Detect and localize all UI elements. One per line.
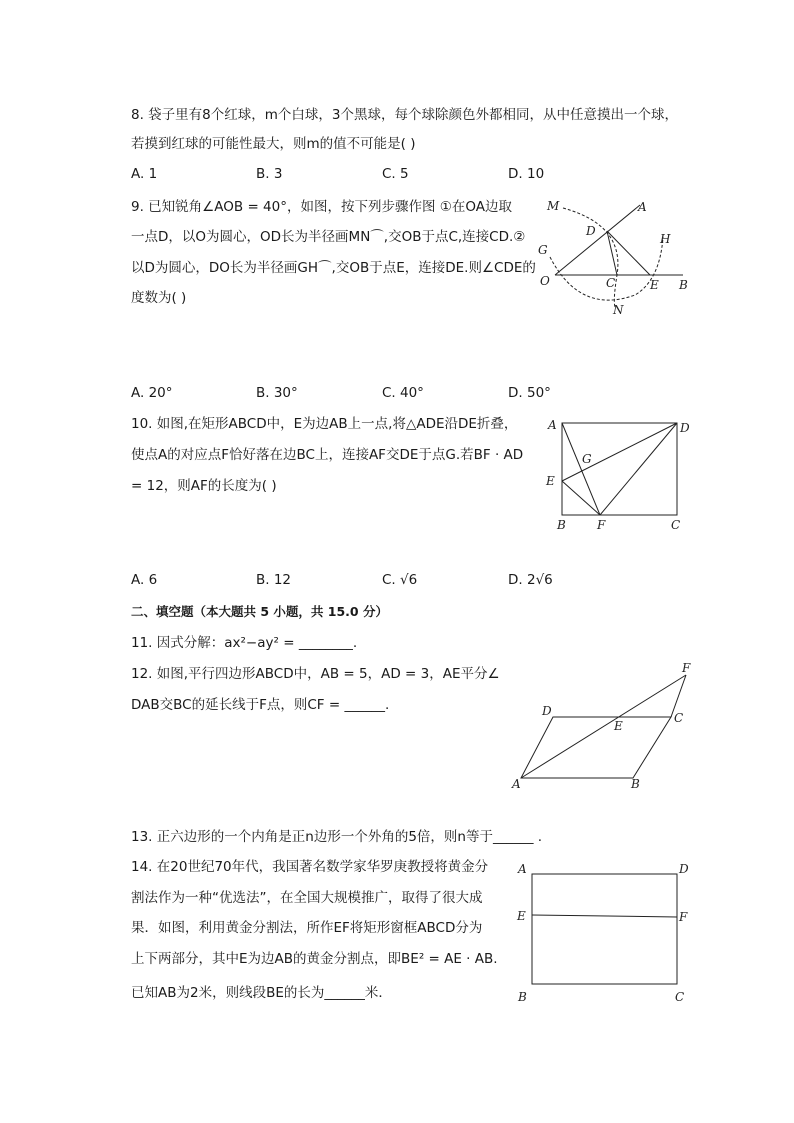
q9-option-c: C. 40° xyxy=(382,385,424,401)
q8-option-a: A. 1 xyxy=(131,166,158,182)
q14-label-d: D xyxy=(679,862,689,876)
q14-line2: 割法作为一种“优选法”，在全国大规模推广，取得了很大成 xyxy=(131,890,483,906)
q11-line1: 11. 因式分解：ax²−ay² = ________. xyxy=(131,635,358,651)
q12-figure xyxy=(508,660,698,795)
q10-option-a: A. 6 xyxy=(131,572,158,588)
q9-label-c: C xyxy=(606,276,616,290)
q10-line3: = 12，则AF的长度为( ) xyxy=(131,478,277,494)
q9-label-m: M xyxy=(547,199,560,213)
q10-label-b: B xyxy=(557,518,566,532)
q9-label-e: E xyxy=(650,278,659,292)
q9-figure xyxy=(535,195,695,320)
q10-option-c: C. √6 xyxy=(382,572,418,588)
q14-figure xyxy=(512,858,697,1006)
q12-label-e: E xyxy=(614,719,623,733)
q9-label-n: N xyxy=(613,303,624,317)
q12-parallelogram-abcd xyxy=(521,717,671,778)
q10-label-f: F xyxy=(597,518,606,532)
q10-line2: 使点A的对应点F恰好落在边BC上，连接AF交DE于点G.若BF · AD xyxy=(131,447,524,463)
q12-line1: 12. 如图,平行四边形ABCD中，AB = 5，AD = 3，AE平分∠ xyxy=(131,666,500,682)
q9-line-de xyxy=(607,231,650,275)
q10-line1: 10. 如图,在矩形ABCD中，E为边AB上一点,将△ADE沿DE折叠， xyxy=(131,416,518,432)
section-fill-in-title: 二、填空题（本大题共 5 小题，共 15.0 分） xyxy=(131,604,388,619)
q9-line3: 以D为圆心，DO长为半径画GH⌒,交OB于点E，连接DE.则∠CDE的 xyxy=(131,260,536,276)
q9-option-b: B. 30° xyxy=(256,385,298,401)
q8-line1: 8. 袋子里有8个红球，m个白球，3个黑球，每个球除颜色外都相同，从中任意摸出一个球， xyxy=(131,107,678,123)
q14-label-e: E xyxy=(517,909,526,923)
q9-label-g: G xyxy=(538,243,548,257)
q14-rect-abcd xyxy=(532,874,677,984)
q9-line-cd xyxy=(607,231,617,275)
q10-option-b: B. 12 xyxy=(256,572,292,588)
q8-option-b: B. 3 xyxy=(256,166,283,182)
q14-line-ef xyxy=(532,915,677,917)
q10-line-de xyxy=(562,423,677,481)
q10-label-c: C xyxy=(671,518,681,532)
q8-option-c: C. 5 xyxy=(382,166,409,182)
q14-line5: 已知AB为2米，则线段BE的长为______米． xyxy=(131,985,392,1001)
q9-line2: 一点D，以O为圆心，OD长为半径画MN⌒,交OB于点C,连接CD.② xyxy=(131,229,526,245)
q9-option-d: D. 50° xyxy=(508,385,551,401)
q9-arc-mn xyxy=(563,208,618,307)
q12-line-af xyxy=(521,675,686,778)
q14-line1: 14. 在20世纪70年代，我国著名数学家华罗庚教授将黄金分 xyxy=(131,859,489,875)
q14-label-b: B xyxy=(518,990,527,1004)
q8-line2: 若摸到红球的可能性最大，则m的值不可能是( ) xyxy=(131,136,416,152)
q10-line-ef xyxy=(562,481,600,515)
q10-line-af xyxy=(562,423,600,515)
q10-label-g: G xyxy=(582,452,592,466)
q10-label-d: D xyxy=(680,421,690,435)
q9-label-h: H xyxy=(660,232,671,246)
q12-label-c: C xyxy=(674,711,684,725)
q9-line1: 9. 已知锐角∠AOB = 40°，如图，按下列步骤作图 ①在OA边取 xyxy=(131,199,512,215)
q9-line4: 度数为( ) xyxy=(131,290,187,306)
q9-label-o: O xyxy=(540,274,550,288)
q12-label-b: B xyxy=(631,777,640,791)
q12-line2: DAB交BC的延长线于F点，则CF = ______. xyxy=(131,697,390,713)
q8-option-d: D. 10 xyxy=(508,166,545,182)
q10-option-d: D. 2√6 xyxy=(508,572,553,588)
q10-figure xyxy=(542,413,692,533)
q9-line-oa xyxy=(555,205,640,275)
q14-label-a: A xyxy=(518,862,527,876)
q12-label-a: A xyxy=(512,777,521,791)
q12-label-f: F xyxy=(682,661,691,675)
q10-rect-abcd xyxy=(562,423,677,515)
q14-line3: 果．如图，利用黄金分割法，所作EF将矩形窗框ABCD分为 xyxy=(131,920,483,936)
q9-label-b: B xyxy=(679,278,688,292)
q10-line-df xyxy=(600,423,677,515)
q9-label-a: A xyxy=(638,200,647,214)
q14-label-f: F xyxy=(679,910,688,924)
q14-label-c: C xyxy=(675,990,685,1004)
q9-arc-gh xyxy=(550,237,663,300)
q12-label-d: D xyxy=(542,704,552,718)
q14-line4: 上下两部分，其中E为边AB的黄金分割点，即BE² = AE · AB. xyxy=(131,951,498,967)
q10-label-e: E xyxy=(546,474,555,488)
q10-label-a: A xyxy=(548,418,557,432)
q9-label-d: D xyxy=(586,224,596,238)
q13-line1: 13. 正六边形的一个内角是正n边形一个外角的5倍，则n等于______ . xyxy=(131,829,543,845)
q9-option-a: A. 20° xyxy=(131,385,173,401)
